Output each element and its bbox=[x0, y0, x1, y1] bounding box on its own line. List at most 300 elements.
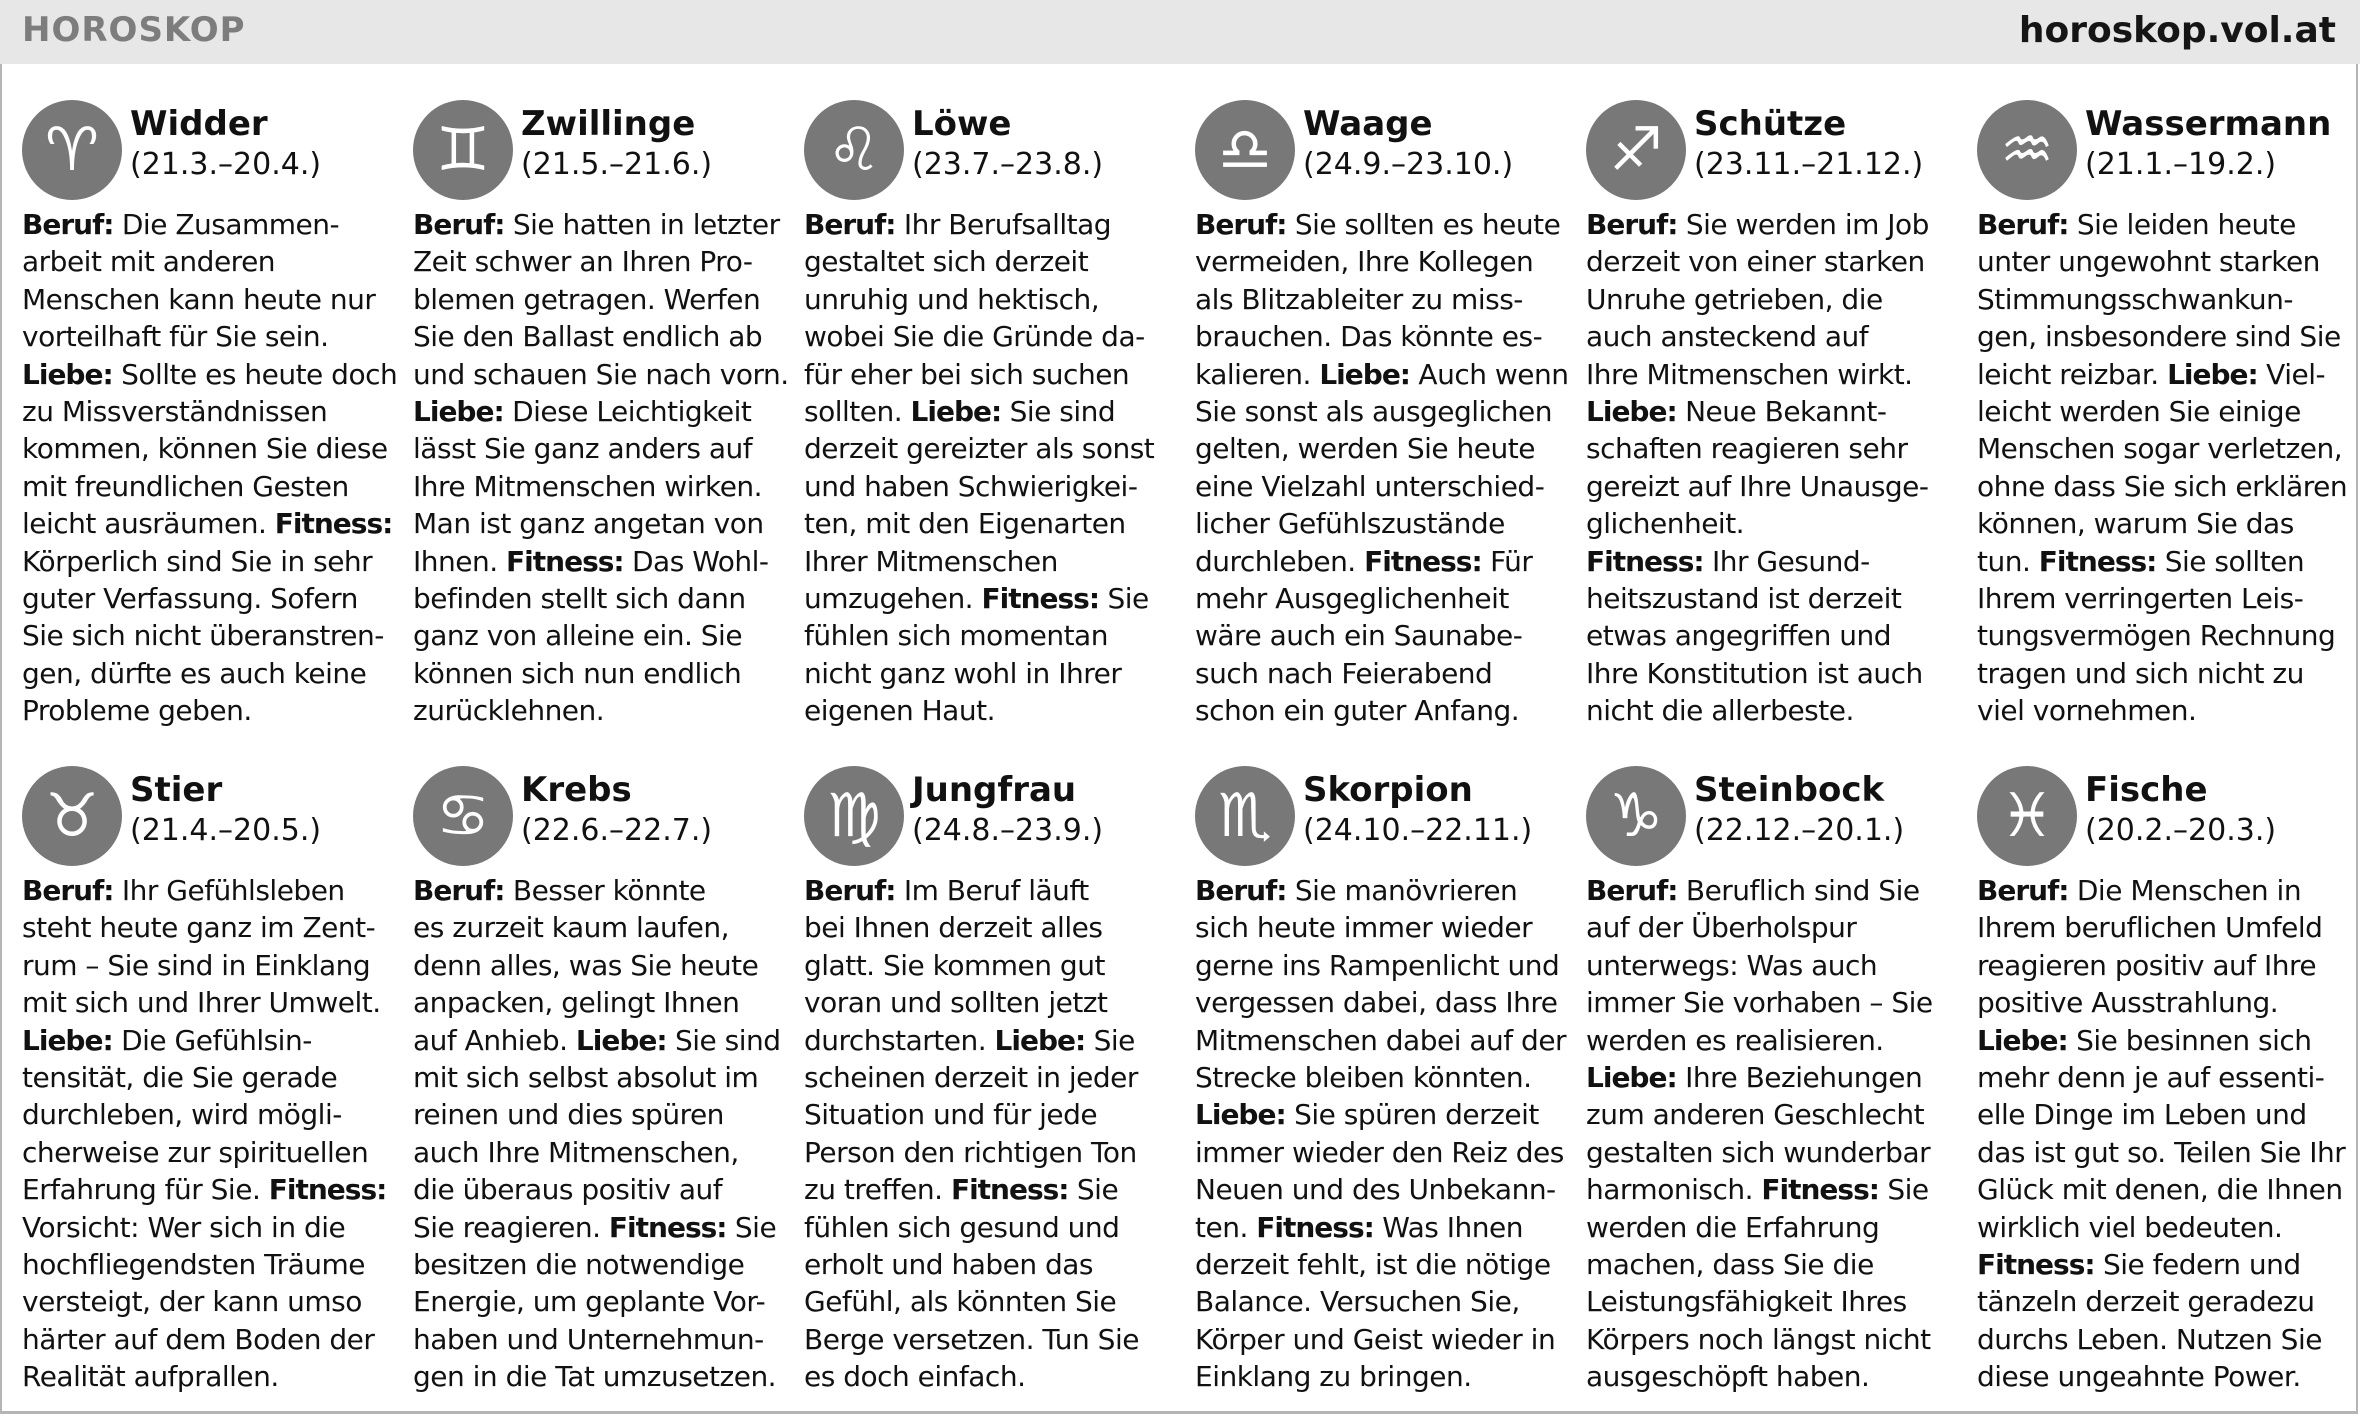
body-text: etwas angegriffen und bbox=[1586, 619, 1892, 653]
body-text: glichenheit. bbox=[1586, 507, 1745, 541]
body-text: voran und sollten jetzt bbox=[804, 986, 1108, 1020]
body-text: als Blitzableiter zu miss- bbox=[1195, 282, 1523, 316]
body-text: Sie sollten es heute bbox=[1286, 208, 1561, 241]
body-text: Strecke bleiben könnten. bbox=[1195, 1061, 1532, 1095]
body-text: sollten. bbox=[804, 395, 911, 429]
sign-dates: (24.9.–23.10.) bbox=[1303, 147, 1514, 182]
text-line bbox=[1586, 543, 1958, 580]
body-text: Man ist ganz angetan von bbox=[413, 507, 764, 541]
body-text: Glück mit denen, die Ihnen bbox=[1977, 1173, 2343, 1207]
body-text: Die Zusammen- bbox=[113, 208, 340, 241]
body-text: und haben Schwierigkei- bbox=[804, 469, 1138, 503]
body-text: können sich nun endlich bbox=[413, 656, 742, 690]
body-text: Das Wohl- bbox=[623, 544, 769, 578]
body-text: Sie bbox=[1068, 1173, 1119, 1207]
text-line bbox=[1977, 281, 2349, 318]
body-text: Was Ihnen bbox=[1373, 1210, 1523, 1244]
text-line bbox=[1195, 318, 1567, 355]
gemini-icon: ♊ bbox=[413, 100, 513, 200]
body-text: Zeit schwer an Ihren Pro- bbox=[413, 245, 753, 279]
text-line bbox=[22, 318, 394, 355]
text-line bbox=[413, 947, 785, 984]
body-text: gereizt auf Ihre Unausge- bbox=[1586, 469, 1929, 503]
text-line bbox=[804, 468, 1176, 505]
text-line bbox=[22, 1209, 394, 1246]
body-text: zu treffen. bbox=[804, 1173, 951, 1207]
body-text: umzugehen. bbox=[804, 582, 982, 616]
body-text: denn alles, was Sie heute bbox=[413, 948, 759, 982]
body-text: Leistungsfähigkeit Ihres bbox=[1586, 1285, 1907, 1319]
text-line bbox=[1977, 430, 2349, 467]
section-label: Beruf: bbox=[1195, 874, 1287, 907]
body-text: Sie federn und bbox=[2094, 1248, 2301, 1282]
text-line bbox=[804, 243, 1176, 280]
text-line bbox=[1586, 984, 1958, 1021]
body-text: Vorsicht: Wer sich in die bbox=[22, 1210, 346, 1244]
text-line bbox=[1977, 468, 2349, 505]
text-line bbox=[22, 281, 394, 318]
text-line bbox=[1977, 947, 2349, 984]
body-text: glatt. Sie kommen gut bbox=[804, 948, 1105, 982]
text-line bbox=[413, 318, 785, 355]
body-text: Ihre Mitmenschen wirkt. bbox=[1586, 357, 1913, 391]
section-label: Liebe: bbox=[575, 1023, 667, 1057]
body-text: auf Anhieb. bbox=[413, 1023, 576, 1057]
text-line bbox=[804, 580, 1176, 617]
sagittarius-icon: ♐ bbox=[1586, 100, 1686, 200]
text-line bbox=[1195, 1246, 1567, 1283]
body-text: versteigt, der kann umso bbox=[22, 1285, 362, 1319]
body-text: Viel- bbox=[2257, 357, 2326, 391]
body-text: machen, dass Sie die bbox=[1586, 1248, 1874, 1282]
text-line bbox=[804, 947, 1176, 984]
body-text: ten, mit den Eigenarten bbox=[804, 507, 1126, 541]
text-line bbox=[1586, 430, 1958, 467]
sign-dates: (21.1.–19.2.) bbox=[2085, 147, 2277, 182]
body-text: Ihre Beziehungen bbox=[1676, 1061, 1923, 1095]
text-line bbox=[1195, 1134, 1567, 1171]
text-line bbox=[1586, 1209, 1958, 1246]
section-label: Liebe: bbox=[2167, 357, 2258, 391]
sign-name: Krebs bbox=[521, 770, 632, 810]
body-text: rum – Sie sind in Einklang bbox=[22, 948, 371, 982]
text-line bbox=[1586, 318, 1958, 355]
text-line bbox=[1977, 1134, 2349, 1171]
body-text: Ihr Gesund- bbox=[1703, 544, 1870, 578]
section-label: Liebe: bbox=[413, 395, 504, 429]
text-line bbox=[804, 692, 1176, 729]
text-line bbox=[1977, 393, 2349, 430]
body-text: härter auf dem Boden der bbox=[22, 1322, 375, 1356]
body-text: such nach Feierabend bbox=[1195, 656, 1493, 690]
text-line bbox=[22, 1321, 394, 1358]
text-line bbox=[413, 984, 785, 1021]
body-text: arbeit mit anderen bbox=[22, 245, 276, 279]
text-line bbox=[413, 872, 785, 909]
body-text: Sie bbox=[1085, 1023, 1135, 1057]
sign-text bbox=[1195, 206, 1567, 730]
text-line bbox=[413, 468, 785, 505]
body-text: ganz von alleine ein. Sie bbox=[413, 619, 743, 653]
body-text: und schauen Sie nach vorn. bbox=[413, 357, 789, 391]
body-text: können, warum Sie das bbox=[1977, 507, 2294, 541]
section-label: Beruf: bbox=[22, 208, 114, 241]
text-line bbox=[413, 1246, 785, 1283]
text-line bbox=[804, 356, 1176, 393]
section-label: Beruf: bbox=[1586, 208, 1678, 241]
text-line bbox=[413, 580, 785, 617]
body-text: Sie spüren derzeit bbox=[1285, 1098, 1539, 1132]
text-line bbox=[22, 1096, 394, 1133]
text-line bbox=[413, 1134, 785, 1171]
text-line bbox=[1586, 393, 1958, 430]
text-line bbox=[1977, 1283, 2349, 1320]
body-text: tänzeln derzeit geradezu bbox=[1977, 1285, 2315, 1319]
section-label: Beruf: bbox=[804, 208, 896, 241]
body-text: scheinen derzeit in jeder bbox=[804, 1061, 1138, 1095]
text-line bbox=[22, 243, 394, 280]
sign-text bbox=[804, 206, 1176, 730]
body-text: schaften reagieren sehr bbox=[1586, 432, 1908, 466]
body-text: Sie sind bbox=[1001, 395, 1116, 429]
text-line bbox=[804, 1321, 1176, 1358]
text-line bbox=[1977, 984, 2349, 1021]
text-line bbox=[413, 692, 785, 729]
text-line bbox=[22, 1134, 394, 1171]
text-line bbox=[1195, 909, 1567, 946]
body-text: durchleben. bbox=[1195, 544, 1365, 578]
sign-text bbox=[413, 206, 789, 730]
text-line bbox=[22, 872, 394, 909]
body-text: gestalten sich wunderbar bbox=[1586, 1135, 1931, 1169]
body-text: hochfliegendsten Träume bbox=[22, 1248, 366, 1282]
text-line bbox=[1977, 1358, 2349, 1395]
text-line bbox=[1586, 1246, 1958, 1283]
sign-name: Schütze bbox=[1694, 104, 1847, 144]
body-text: leicht reizbar. bbox=[1977, 357, 2168, 391]
body-text: vorteilhaft für Sie sein. bbox=[22, 320, 329, 354]
body-text: ohne dass Sie sich erklären bbox=[1977, 469, 2348, 503]
text-line bbox=[1977, 243, 2349, 280]
text-line bbox=[413, 1059, 785, 1096]
body-text: unter ungewohnt starken bbox=[1977, 245, 2320, 279]
body-text: durchstarten. bbox=[804, 1023, 995, 1057]
body-text: Sie hatten in letzter bbox=[504, 208, 780, 241]
section-label: Fitness: bbox=[981, 582, 1100, 616]
body-text: tun. bbox=[1977, 544, 2039, 578]
body-text: kommen, können Sie diese bbox=[22, 432, 388, 466]
text-line bbox=[1977, 206, 2349, 243]
section-label: Beruf: bbox=[413, 874, 505, 907]
text-line bbox=[1195, 692, 1567, 729]
body-text: steht heute ganz im Zent- bbox=[22, 911, 376, 945]
body-text: sich heute immer wieder bbox=[1195, 911, 1533, 945]
text-line bbox=[413, 543, 785, 580]
text-line bbox=[413, 1209, 785, 1246]
text-line bbox=[1977, 1246, 2349, 1283]
text-line bbox=[1586, 1283, 1958, 1320]
sign-dates: (24.10.–22.11.) bbox=[1303, 813, 1533, 848]
text-line bbox=[1195, 1022, 1567, 1059]
body-text: unterwegs: Was auch bbox=[1586, 948, 1878, 982]
body-text: reinen und dies spüren bbox=[413, 1098, 724, 1132]
body-text: Neuen und des Unbekann- bbox=[1195, 1173, 1556, 1207]
body-text: Sie sich nicht überanstren- bbox=[22, 619, 384, 653]
text-line bbox=[413, 1283, 785, 1320]
text-line bbox=[1977, 1321, 2349, 1358]
text-line bbox=[804, 1134, 1176, 1171]
text-line bbox=[1195, 655, 1567, 692]
text-line bbox=[1586, 1059, 1958, 1096]
sign-name: Wassermann bbox=[2085, 104, 2332, 144]
text-line bbox=[1586, 1096, 1958, 1133]
body-text: Sie bbox=[726, 1210, 777, 1244]
body-text: Sie reagieren. bbox=[413, 1210, 609, 1244]
text-line bbox=[413, 281, 785, 318]
text-line bbox=[1195, 1283, 1567, 1320]
body-text: Ihnen. bbox=[413, 544, 507, 578]
text-line bbox=[1195, 206, 1567, 243]
body-text: wirklich viel bedeuten. bbox=[1977, 1210, 2283, 1244]
body-text: reagieren positiv auf Ihre bbox=[1977, 948, 2317, 982]
text-line bbox=[1195, 356, 1567, 393]
body-text: Beruflich sind Sie bbox=[1677, 874, 1920, 907]
body-text: Körper und Geist wieder in bbox=[1195, 1322, 1556, 1356]
text-line bbox=[804, 1096, 1176, 1133]
text-line bbox=[1195, 984, 1567, 1021]
body-text: immer wieder den Reiz des bbox=[1195, 1135, 1564, 1169]
text-line bbox=[22, 909, 394, 946]
text-line bbox=[804, 206, 1176, 243]
text-line bbox=[804, 543, 1176, 580]
text-line bbox=[804, 1283, 1176, 1320]
section-label: Fitness: bbox=[1761, 1173, 1879, 1207]
body-text: Realität aufprallen. bbox=[22, 1360, 279, 1394]
body-text: Sollte es heute doch bbox=[112, 357, 398, 391]
section-label: Fitness: bbox=[1586, 544, 1704, 578]
body-text: Körpers noch längst nicht bbox=[1586, 1322, 1931, 1356]
text-line bbox=[22, 430, 394, 467]
text-line bbox=[22, 1358, 394, 1395]
body-text: licher Gefühlszustände bbox=[1195, 507, 1505, 541]
body-text: Balance. Versuchen Sie, bbox=[1195, 1285, 1520, 1319]
section-label: Liebe: bbox=[1977, 1023, 2068, 1057]
body-text: Sie sind bbox=[666, 1023, 781, 1057]
text-line bbox=[1586, 1171, 1958, 1208]
body-text: bei Ihnen derzeit alles bbox=[804, 911, 1103, 945]
text-line bbox=[1586, 505, 1958, 542]
body-text: auf der Überholspur bbox=[1586, 911, 1857, 945]
sign-name: Waage bbox=[1303, 104, 1433, 144]
body-text: zu Missverständnissen bbox=[22, 395, 328, 429]
text-line bbox=[1586, 243, 1958, 280]
body-text: Körperlich sind Sie in sehr bbox=[22, 544, 373, 578]
body-text: wobei Sie die Gründe da- bbox=[804, 320, 1145, 354]
text-line bbox=[1586, 947, 1958, 984]
body-text: viel vornehmen. bbox=[1977, 694, 2197, 728]
text-line bbox=[1195, 1321, 1567, 1358]
text-line bbox=[1586, 692, 1958, 729]
sign-name: Jungfrau bbox=[912, 770, 1077, 810]
body-text: Die Gefühlsin- bbox=[112, 1023, 312, 1057]
text-line bbox=[1586, 617, 1958, 654]
text-line bbox=[1586, 206, 1958, 243]
text-line bbox=[22, 1283, 394, 1320]
sign-dates: (23.7.–23.8.) bbox=[912, 147, 1104, 182]
body-text: Person den richtigen Ton bbox=[804, 1135, 1137, 1169]
text-line bbox=[413, 430, 785, 467]
leo-icon: ♌ bbox=[804, 100, 904, 200]
text-line bbox=[1977, 580, 2349, 617]
text-line bbox=[1586, 1134, 1958, 1171]
text-line bbox=[1586, 468, 1958, 505]
text-line bbox=[804, 430, 1176, 467]
body-text: Ihrem beruflichen Umfeld bbox=[1977, 911, 2323, 945]
body-text: auch ansteckend auf bbox=[1586, 320, 1869, 354]
text-line bbox=[804, 909, 1176, 946]
body-text: immer Sie vorhaben – Sie bbox=[1586, 986, 1933, 1020]
sign-text bbox=[413, 872, 785, 1396]
body-text: Ihre Konstitution ist auch bbox=[1586, 656, 1923, 690]
body-text: Im Beruf läuft bbox=[895, 874, 1089, 907]
body-text: mehr Ausgeglichenheit bbox=[1195, 582, 1509, 616]
text-line bbox=[1195, 1096, 1567, 1133]
scorpio-icon: ♏ bbox=[1195, 766, 1295, 866]
text-line bbox=[1977, 617, 2349, 654]
body-text: gen, dürfte es auch keine bbox=[22, 656, 367, 690]
aquarius-icon: ♒ bbox=[1977, 100, 2077, 200]
text-line bbox=[1586, 1321, 1958, 1358]
body-text: Erfahrung für Sie. bbox=[22, 1173, 269, 1207]
body-text: haben und Unternehmun- bbox=[413, 1322, 764, 1356]
body-text: cherweise zur spirituellen bbox=[22, 1135, 369, 1169]
body-text: Ihrem verringerten Leis- bbox=[1977, 582, 2304, 616]
text-line bbox=[804, 318, 1176, 355]
body-text: eigenen Haut. bbox=[804, 694, 995, 728]
body-text: Besser könnte bbox=[504, 874, 706, 907]
body-text: mit sich und Ihrer Umwelt. bbox=[22, 986, 381, 1020]
capricorn-icon: ♑ bbox=[1586, 766, 1686, 866]
text-line bbox=[1195, 468, 1567, 505]
sign-name: Widder bbox=[130, 104, 268, 144]
section-label: Fitness: bbox=[608, 1210, 727, 1244]
body-text: Auch wenn bbox=[1410, 357, 1569, 391]
body-text: Gefühl, als könnten Sie bbox=[804, 1285, 1117, 1319]
body-text: fühlen sich momentan bbox=[804, 619, 1108, 653]
body-text: eine Vielzahl unterschied- bbox=[1195, 469, 1545, 503]
text-line bbox=[22, 984, 394, 1021]
text-line bbox=[413, 1022, 785, 1059]
body-text: gestaltet sich derzeit bbox=[804, 245, 1089, 279]
section-label: Liebe: bbox=[1319, 357, 1411, 391]
body-text: Situation und für jede bbox=[804, 1098, 1098, 1132]
pisces-icon: ♓ bbox=[1977, 766, 2077, 866]
taurus-icon: ♉ bbox=[22, 766, 122, 866]
section-label: Liebe: bbox=[1195, 1098, 1286, 1132]
text-line bbox=[804, 984, 1176, 1021]
body-text: tungsvermögen Rechnung bbox=[1977, 619, 2336, 653]
text-line bbox=[1195, 580, 1567, 617]
text-line bbox=[1195, 505, 1567, 542]
sign-dates: (22.6.–22.7.) bbox=[521, 813, 713, 848]
body-text: guter Verfassung. Sofern bbox=[22, 582, 358, 616]
body-text: lässt Sie ganz anders auf bbox=[413, 432, 753, 466]
text-line bbox=[413, 1171, 785, 1208]
section-label: Liebe: bbox=[994, 1023, 1086, 1057]
sign-text bbox=[804, 872, 1176, 1396]
body-text: nicht ganz wohl in Ihrer bbox=[804, 656, 1122, 690]
section-label: Beruf: bbox=[1977, 874, 2069, 907]
sign-text bbox=[1195, 872, 1567, 1396]
body-text: für eher bei sich suchen bbox=[804, 357, 1130, 391]
section-label: Liebe: bbox=[1586, 1061, 1677, 1095]
body-text: Ihrer Mitmenschen bbox=[804, 544, 1058, 578]
body-text: Sie sollten bbox=[2156, 544, 2305, 578]
body-text: diese ungeahnte Power. bbox=[1977, 1360, 2301, 1394]
body-text: Sie werden im Job bbox=[1677, 208, 1929, 241]
body-text: Menschen sogar verletzen, bbox=[1977, 432, 2343, 466]
body-text: zum anderen Geschlecht bbox=[1586, 1098, 1925, 1132]
text-line bbox=[1195, 281, 1567, 318]
body-text: Sie leiden heute bbox=[2068, 208, 2296, 241]
body-text: befinden stellt sich dann bbox=[413, 582, 746, 616]
text-line bbox=[22, 505, 394, 542]
body-text: fühlen sich gesund und bbox=[804, 1210, 1120, 1244]
text-line bbox=[413, 393, 785, 430]
text-line bbox=[1586, 909, 1958, 946]
sign-name: Skorpion bbox=[1303, 770, 1473, 810]
text-line bbox=[1977, 543, 2349, 580]
sign-dates: (24.8.–23.9.) bbox=[912, 813, 1104, 848]
text-line bbox=[804, 393, 1176, 430]
site-url[interactable]: horoskop.vol.at bbox=[2018, 10, 2336, 51]
section-label: Beruf: bbox=[1977, 208, 2069, 241]
text-line bbox=[22, 580, 394, 617]
text-line bbox=[1195, 617, 1567, 654]
text-line bbox=[413, 206, 785, 243]
section-label: Fitness: bbox=[268, 1173, 387, 1207]
body-text: tragen und sich nicht zu bbox=[1977, 656, 2304, 690]
cancer-icon: ♋ bbox=[413, 766, 513, 866]
body-text: erholt und haben das bbox=[804, 1248, 1094, 1282]
text-line bbox=[1195, 1059, 1567, 1096]
libra-icon: ♎ bbox=[1195, 100, 1295, 200]
sign-name: Löwe bbox=[912, 104, 1012, 144]
body-text: besitzen die notwendige bbox=[413, 1248, 745, 1282]
sign-text bbox=[1586, 206, 1958, 730]
body-text: leicht werden Sie einige bbox=[1977, 395, 2301, 429]
text-line bbox=[1195, 543, 1567, 580]
body-text: die überaus positiv auf bbox=[413, 1173, 723, 1207]
text-line bbox=[1977, 1209, 2349, 1246]
body-text: mit sich selbst absolut im bbox=[413, 1061, 759, 1095]
text-line bbox=[22, 947, 394, 984]
sign-name: Stier bbox=[130, 770, 223, 810]
text-line bbox=[22, 1022, 394, 1059]
sign-text bbox=[1977, 872, 2349, 1396]
text-line bbox=[1195, 1358, 1567, 1395]
text-line bbox=[1977, 1171, 2349, 1208]
text-line bbox=[804, 505, 1176, 542]
body-text: mit freundlichen Gesten bbox=[22, 469, 349, 503]
section-label: Liebe: bbox=[22, 1023, 113, 1057]
body-text: vergessen dabei, dass Ihre bbox=[1195, 986, 1558, 1020]
section-label: Fitness: bbox=[1256, 1210, 1374, 1244]
text-line bbox=[22, 356, 398, 393]
body-text: auch Ihre Mitmenschen, bbox=[413, 1135, 739, 1169]
text-line bbox=[804, 1209, 1176, 1246]
body-text: tensität, die Sie gerade bbox=[22, 1061, 338, 1095]
